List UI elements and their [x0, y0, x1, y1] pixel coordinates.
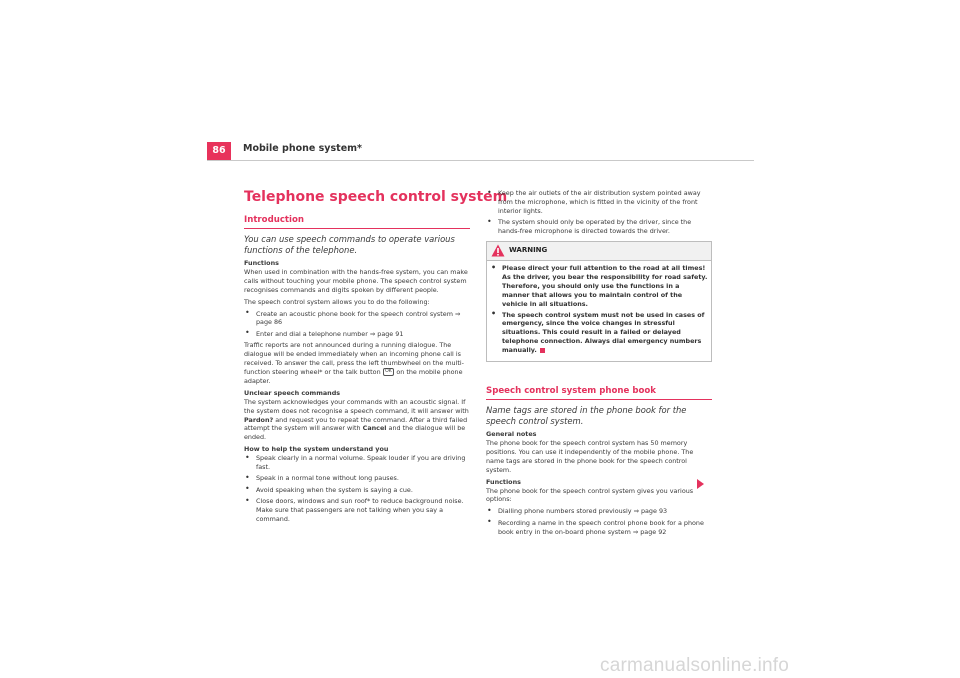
- warning-triangle-icon: [491, 244, 505, 260]
- running-title: Mobile phone system*: [243, 143, 363, 154]
- unclear-text-3: and the dialogue will be ended.: [244, 424, 466, 442]
- warning-body: [487, 261, 711, 361]
- list-item: • Keep the air outlets of the air distribution system pointed away from the microphone, which is fitted in the vicinity of the front interior lights.: [486, 189, 712, 216]
- list-item: • Create an acoustic phone book for the speech control system ⇒ page 86: [244, 310, 470, 328]
- traffic-text-before: Traffic reports are not announced during a running dialogue. The dialogue will be ended immediately when an incoming phone call is received. To answer the call, press the left thumbwheel on the multi-function steering wheel* or the talk button: [244, 341, 464, 376]
- unclear-commands-heading: Unclear speech commands: [244, 388, 341, 397]
- list-item: • The system should only be operated by the driver, since the hands-free microphone is directed towards the driver.: [486, 218, 712, 236]
- list-item: [490, 311, 708, 356]
- warning-item-text: The speech control system must not be used in cases of emergency, since the voice changes in stressful situations. This could result in a failed or delayed telephone connection. Always dial emergency numbers manually.: [502, 310, 705, 355]
- allows-list: [244, 310, 470, 339]
- introduction-title: Introduction: [244, 215, 305, 225]
- end-of-section-icon: [540, 348, 545, 353]
- list-item: • Avoid speaking when the system is saying a cue.: [244, 486, 470, 495]
- continue-arrow-icon: [697, 479, 704, 489]
- list-item: • Close doors, windows and sun roof* to reduce background noise. Make sure that passengers are not talking when you say a command.: [244, 497, 470, 524]
- right-list: [486, 189, 712, 236]
- list-item: • Speak clearly in a normal volume. Speak louder if you are driving fast.: [244, 454, 470, 472]
- list-item: • Please direct your full attention to the road at all times! As the driver, you bear the responsibility for road safety. Therefore, you should only use the functions in a manner that allows you to maintain control of the vehicle in all situations.: [490, 264, 708, 309]
- help-heading: How to help the system understand you: [244, 445, 389, 454]
- traffic-reports-text: [244, 341, 470, 386]
- pardon-cue: Pardon?: [244, 415, 274, 424]
- chapter-title: Telephone speech control system: [244, 189, 508, 205]
- phonebook-functions-heading: Functions: [486, 477, 521, 486]
- traffic-text-after: on the mobile phone adapter.: [244, 367, 463, 385]
- phonebook-rule: [486, 399, 712, 400]
- warning-list: [490, 264, 708, 355]
- unclear-commands-text: [244, 398, 470, 443]
- warning-box: [486, 241, 712, 362]
- phonebook-subtitle: Name tags are stored in the phone book for the speech control system.: [486, 405, 687, 427]
- watermark: carmanualsonline.info: [600, 655, 790, 676]
- introduction-subtitle: You can use speech commands to operate various functions of the telephone.: [244, 234, 455, 255]
- functions-heading: Functions: [244, 259, 279, 267]
- general-notes-heading: General notes: [486, 430, 537, 439]
- list-item: • Enter and dial a telephone number ⇒ page 91: [244, 330, 470, 339]
- phonebook-title: Speech control system phone book: [486, 386, 657, 397]
- left-column: [244, 215, 470, 526]
- list-item: • Speak in a normal tone without long pauses.: [244, 474, 470, 483]
- unclear-text-2: and request you to repeat the command. After a third failed attempt the system will answer with: [244, 415, 468, 433]
- list-item: • Recording a name in the speech control phone book for a phone book entry in the on-board phone system ⇒ page 92: [486, 519, 712, 537]
- help-list: [244, 454, 470, 524]
- cancel-cue: Cancel: [362, 424, 387, 433]
- functions-text: When used in combination with the hands-free system, you can make calls without touching your mobile phone. The speech control system recognises commands and digits spoken by different people.: [244, 267, 468, 294]
- phonebook-functions-text: The phone book for the speech control system gives you various options:: [486, 486, 694, 504]
- list-item: • Dialling phone numbers stored previously ⇒ page 93: [486, 507, 712, 516]
- header-divider: [207, 160, 754, 161]
- unclear-text-1: The system acknowledges your commands with an acoustic signal. If the system does not recognise a speech command, it will answer with: [244, 397, 469, 415]
- warning-title: WARNING: [509, 246, 548, 255]
- talk-button-icon: OK: [383, 368, 395, 376]
- page-number: 86: [207, 142, 231, 160]
- right-column: [486, 189, 712, 539]
- general-notes-text: The phone book for the speech control system has 50 memory positions. You can use it independently of the mobile phone. The name tags are stored in the phone book for the speech control system.: [486, 439, 694, 474]
- phonebook-list: [486, 507, 712, 536]
- introduction-rule: [244, 228, 470, 229]
- allows-text: The speech control system allows you to do the following:: [244, 297, 430, 306]
- warning-header: [487, 242, 711, 261]
